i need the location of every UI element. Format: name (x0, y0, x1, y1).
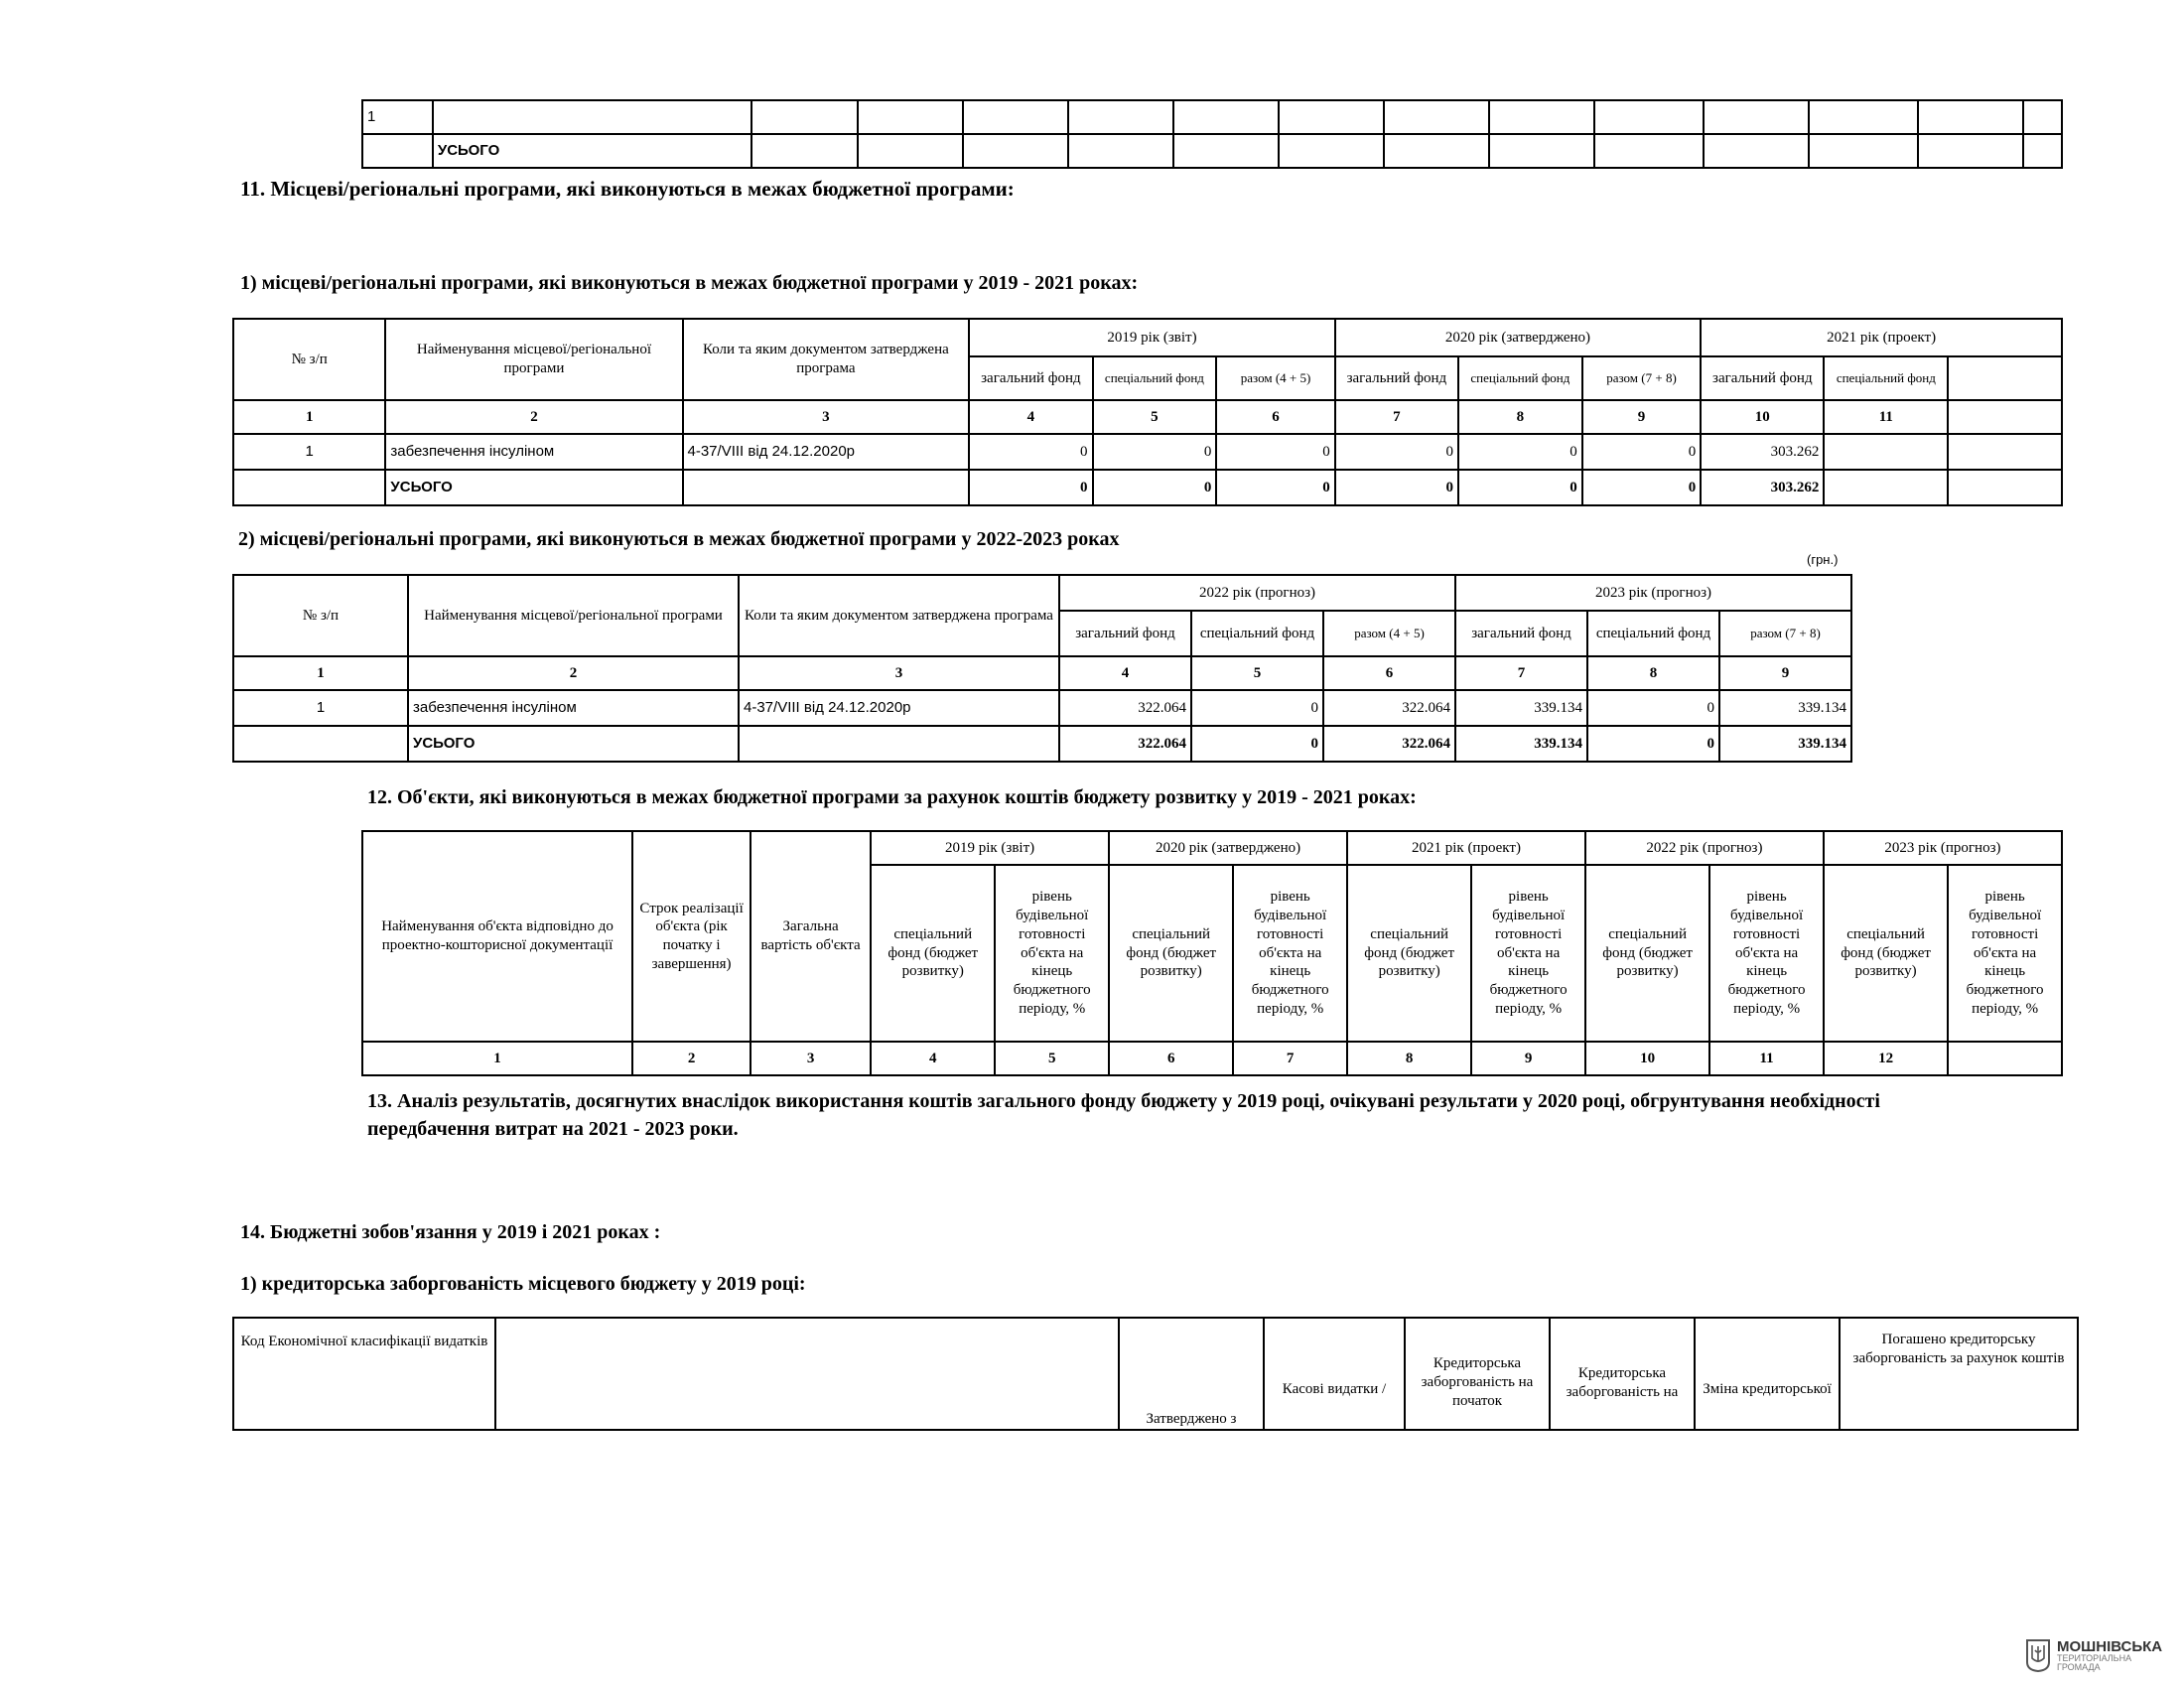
col-number: 1 (362, 1042, 632, 1075)
header-general-fund: загальний фонд (969, 356, 1092, 400)
col-number: 2 (632, 1042, 751, 1075)
header-repaid: Погашено кредиторську заборгованість за рахунок коштів (1840, 1318, 2078, 1430)
creditor-table (232, 1317, 2079, 1431)
header-sum: разом (7 + 8) (1582, 356, 1701, 400)
header-num: № з/п (233, 319, 385, 400)
header-term: Строк реалізації об'єкта (рік початку і завершення) (632, 831, 751, 1042)
cell-value: 0 (1191, 690, 1323, 726)
table-row (233, 690, 1851, 726)
col-number: 8 (1347, 1042, 1471, 1075)
col-number: 1 (233, 400, 385, 434)
total-value: 0 (1582, 470, 1701, 505)
col-number: 11 (1824, 400, 1948, 434)
header-approved: Затверджено з (1119, 1318, 1264, 1430)
header-debt-change: Зміна кредиторської (1695, 1318, 1840, 1430)
header-special-fund: спеціальний фонд (1191, 611, 1323, 656)
total-row (233, 470, 2062, 505)
section-11-heading: 11. Місцеві/регіональні програми, які виконуються в межах бюджетної програми: (240, 177, 1015, 201)
section-14-subheading-1: 1) кредиторська заборгованість місцевого бюджету у 2019 році: (240, 1273, 806, 1295)
section-14-heading: 14. Бюджетні зобов'язання у 2019 і 2021 роках : (240, 1221, 661, 1243)
col-number: 4 (1059, 656, 1191, 690)
cell-value: 0 (1216, 434, 1334, 470)
header-2020: 2020 рік (затверджено) (1335, 319, 1701, 356)
col-number: 2 (408, 656, 739, 690)
total-value: 322.064 (1323, 726, 1455, 762)
header-readiness: рівень будівельної готовності об'єкта на кінець бюджетного періоду, % (1471, 865, 1585, 1042)
row-number: 1 (362, 100, 433, 134)
total-value: 0 (969, 470, 1092, 505)
logo-line-2: ТЕРИТОРІАЛЬНА (2057, 1652, 2132, 1663)
col-number: 4 (871, 1042, 995, 1075)
header-special-fund: спеціальний фонд (1824, 356, 1948, 400)
programs-2022-2023-table (232, 574, 1852, 763)
header-2023: 2023 рік (прогноз) (1455, 575, 1851, 611)
col-number: 5 (1191, 656, 1323, 690)
header-special-fund: спеціальний фонд (бюджет розвитку) (1109, 865, 1233, 1042)
header-2020: 2020 рік (затверджено) (1109, 831, 1347, 865)
header-sum: разом (7 + 8) (1719, 611, 1851, 656)
col-number: 8 (1458, 400, 1582, 434)
col-number: 7 (1335, 400, 1458, 434)
total-value: 0 (1587, 726, 1719, 762)
header-num: № з/п (233, 575, 408, 656)
cell-value: 0 (1335, 434, 1458, 470)
cell-value: 0 (1587, 690, 1719, 726)
total-value: 303.262 (1701, 470, 1824, 505)
logo-line-1: МОШНІВСЬКА (2057, 1637, 2163, 1655)
header-name: Найменування місцевої/регіональної програми (408, 575, 739, 656)
program-document: 4-37/VIII від 24.12.2020р (683, 434, 970, 470)
programs-2019-2021-table (232, 318, 2063, 506)
total-label: УСЬОГО (433, 134, 751, 168)
header-special-fund: спеціальний фонд (бюджет розвитку) (1585, 865, 1709, 1042)
section-13-heading-line2: передбачення витрат на 2021 - 2023 роки. (367, 1118, 739, 1140)
col-number: 11 (1709, 1042, 1824, 1075)
cell-value: 322.064 (1059, 690, 1191, 726)
col-number: 12 (1824, 1042, 1948, 1075)
header-general-fund: загальний фонд (1335, 356, 1458, 400)
total-value: 0 (1458, 470, 1582, 505)
header-debt-end: Кредиторська заборгованість на (1550, 1318, 1695, 1430)
col-number: 3 (751, 1042, 871, 1075)
col-number: 5 (1093, 400, 1217, 434)
col-number: 10 (1585, 1042, 1709, 1075)
trident-icon (2025, 1638, 2051, 1672)
program-name: забезпечення інсуліном (408, 690, 739, 726)
col-number: 6 (1216, 400, 1334, 434)
creditor-table-clip (232, 1317, 2118, 1427)
col-number: 1 (233, 656, 408, 690)
col-number: 2 (385, 400, 682, 434)
program-document: 4-37/VIII від 24.12.2020р (739, 690, 1059, 726)
cell-value: 0 (1582, 434, 1701, 470)
logo-line-3: ГРОМАДА (2057, 1661, 2101, 1672)
header-special-fund: спеціальний фонд (бюджет розвитку) (1347, 865, 1471, 1042)
header-special-fund: спеціальний фонд (1458, 356, 1582, 400)
header-2021: 2021 рік (проект) (1701, 319, 2062, 356)
header-general-fund: загальний фонд (1701, 356, 1824, 400)
col-number: 3 (683, 400, 970, 434)
cell-value: 339.134 (1455, 690, 1587, 726)
col-number: 6 (1323, 656, 1455, 690)
total-value: 339.134 (1719, 726, 1851, 762)
header-code: Код Економічної класифікації видатків (233, 1318, 495, 1430)
header-special-fund: спеціальний фонд (1587, 611, 1719, 656)
header-2023: 2023 рік (прогноз) (1824, 831, 2062, 865)
col-number: 7 (1455, 656, 1587, 690)
total-value: 322.064 (1059, 726, 1191, 762)
col-number: 5 (995, 1042, 1109, 1075)
row-number: 1 (233, 690, 408, 726)
top-table (361, 99, 2063, 169)
cell-value: 303.262 (1701, 434, 1824, 470)
header-object-name: Найменування об'єкта відповідно до проектно-кошторисної документації (362, 831, 632, 1042)
header-readiness: рівень будівельної готовності об'єкта на кінець бюджетного періоду, % (995, 865, 1109, 1042)
program-name: забезпечення інсуліном (385, 434, 682, 470)
row-number: 1 (233, 434, 385, 470)
header-special-fund: спеціальний фонд (бюджет розвитку) (871, 865, 995, 1042)
section-11-subheading-1: 1) місцеві/регіональні програми, які виконуються в межах бюджетної програми у 2019 - 2021 роках: (240, 272, 1139, 294)
unit-label: (грн.) (1807, 552, 1839, 567)
section-11-subheading-2: 2) місцеві/регіональні програми, які виконуються в межах бюджетної програми у 2022-2023 роках (238, 528, 1120, 550)
header-2022: 2022 рік (прогноз) (1059, 575, 1455, 611)
header-name: Найменування місцевої/регіональної програми (385, 319, 682, 400)
total-label: УСЬОГО (408, 726, 739, 762)
header-doc: Коли та яким документом затверджена програма (739, 575, 1059, 656)
col-number: 8 (1587, 656, 1719, 690)
section-12-heading: 12. Об'єкти, які виконуються в межах бюджетної програми за рахунок коштів бюджету розвитку у 2019 - 2021 роках: (367, 786, 1417, 808)
total-value: 0 (1191, 726, 1323, 762)
table-row (233, 434, 2062, 470)
header-sum: разом (4 + 5) (1216, 356, 1334, 400)
header-2019: 2019 рік (звіт) (969, 319, 1334, 356)
total-value: 0 (1216, 470, 1334, 505)
header-readiness: рівень будівельної готовності об'єкта на кінець бюджетного періоду, % (1709, 865, 1824, 1042)
col-number: 9 (1471, 1042, 1585, 1075)
col-number: 7 (1233, 1042, 1347, 1075)
col-number: 6 (1109, 1042, 1233, 1075)
col-number: 3 (739, 656, 1059, 690)
col-number: 9 (1719, 656, 1851, 690)
cell-value: 0 (969, 434, 1092, 470)
total-value: 0 (1093, 470, 1217, 505)
header-debt-start: Кредиторська заборгованість на початок (1405, 1318, 1550, 1430)
header-doc: Коли та яким документом затверджена програма (683, 319, 970, 400)
section-13-heading-line1: 13. Аналіз результатів, досягнутих внаслідок використання коштів загального фонду бюджету у 2019 році, очікувані результати у 2020 році, обгрунтування необхідності (367, 1090, 1880, 1112)
header-general-fund: загальний фонд (1059, 611, 1191, 656)
col-number: 10 (1701, 400, 1824, 434)
cell-value: 339.134 (1719, 690, 1851, 726)
header-2022: 2022 рік (прогноз) (1585, 831, 1824, 865)
header-2019: 2019 рік (звіт) (871, 831, 1109, 865)
objects-table (361, 830, 2063, 1076)
community-logo (2025, 1638, 2162, 1672)
col-number: 4 (969, 400, 1092, 434)
header-2021: 2021 рік (проект) (1347, 831, 1585, 865)
header-readiness: рівень будівельної готовності об'єкта на кінець бюджетного періоду, % (1948, 865, 2062, 1042)
header-cash: Касові видатки / (1264, 1318, 1405, 1430)
header-special-fund: спеціальний фонд (1093, 356, 1217, 400)
cell-value: 0 (1458, 434, 1582, 470)
cell-value: 322.064 (1323, 690, 1455, 726)
header-readiness: рівень будівельної готовності об'єкта на кінець бюджетного періоду, % (1233, 865, 1347, 1042)
header-general-fund: загальний фонд (1455, 611, 1587, 656)
cell-value: 0 (1093, 434, 1217, 470)
col-number: 9 (1582, 400, 1701, 434)
total-value: 0 (1335, 470, 1458, 505)
total-row (233, 726, 1851, 762)
header-special-fund: спеціальний фонд (бюджет розвитку) (1824, 865, 1948, 1042)
total-value: 339.134 (1455, 726, 1587, 762)
header-cost: Загальна вартість об'єкта (751, 831, 871, 1042)
header-sum: разом (4 + 5) (1323, 611, 1455, 656)
total-label: УСЬОГО (385, 470, 682, 505)
